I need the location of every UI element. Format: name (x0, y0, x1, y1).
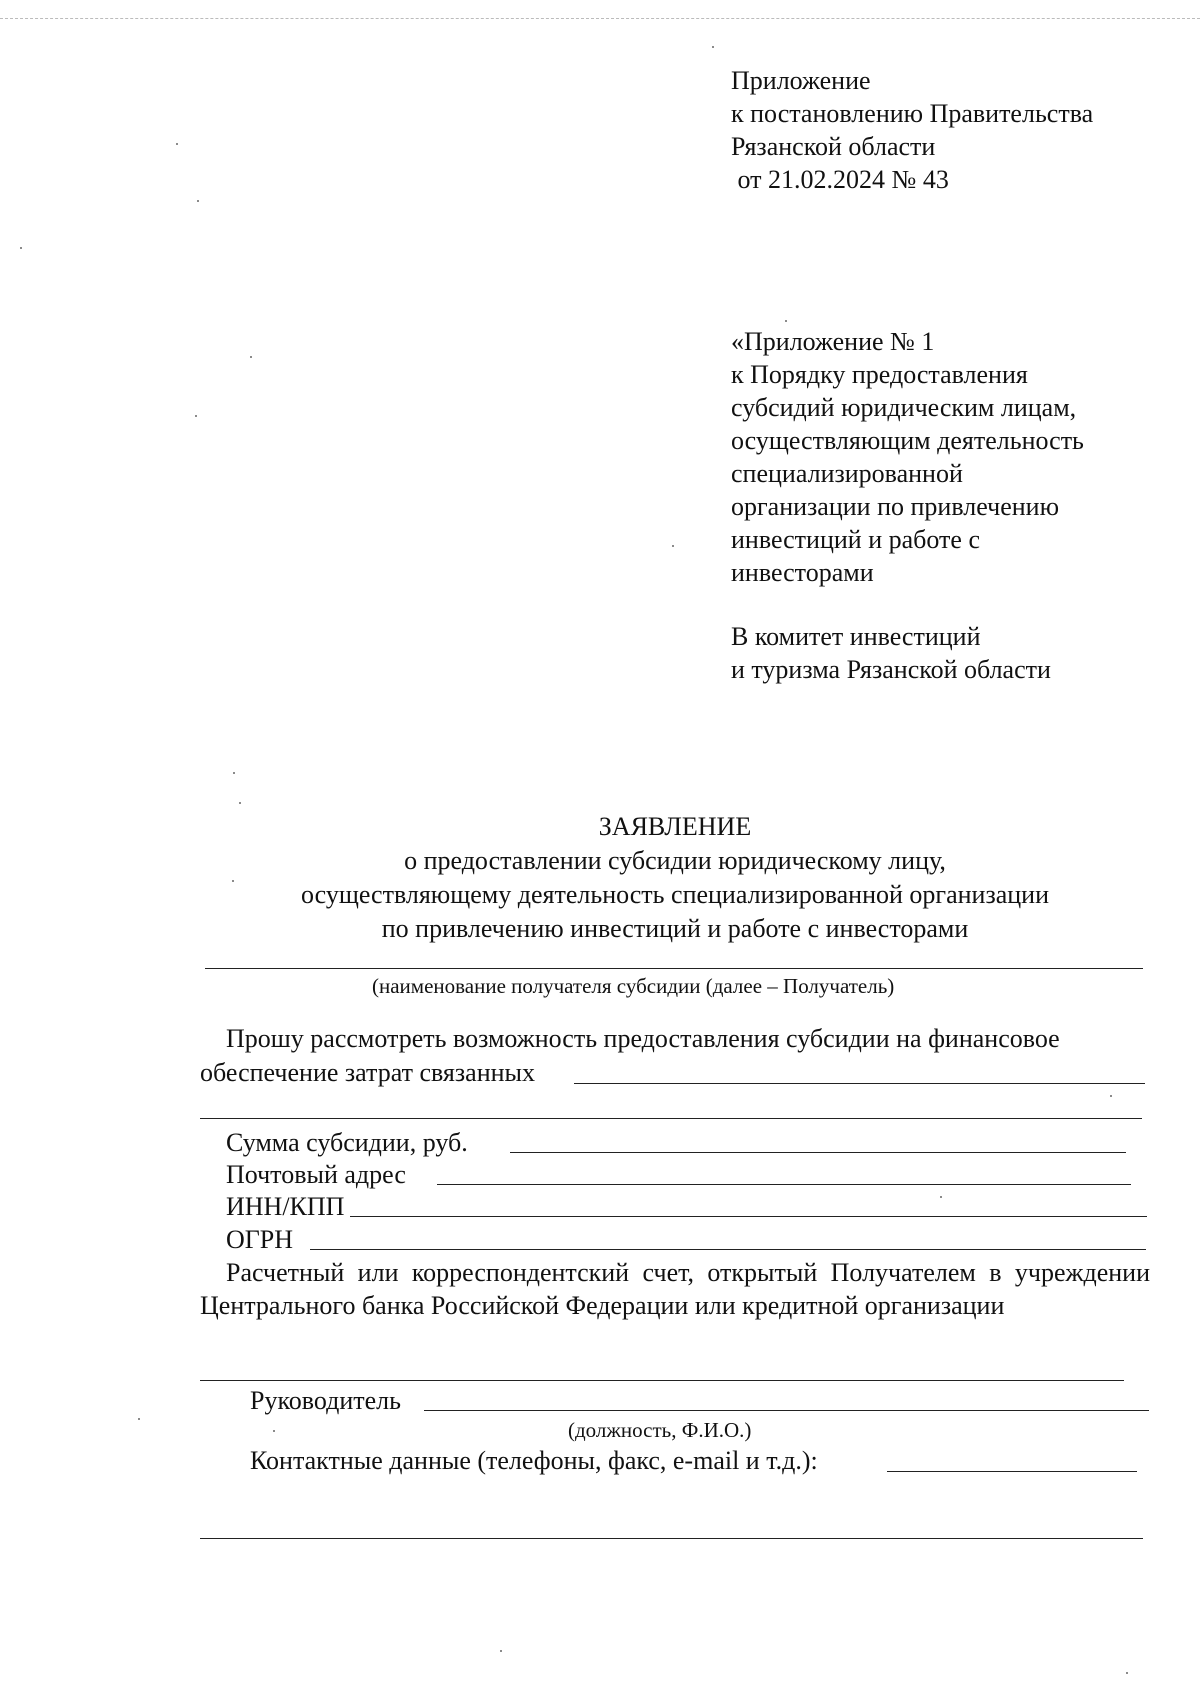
request-text-line1: Прошу рассмотреть возможность предоставления субсидии на финансовое (226, 1024, 1060, 1053)
scan-speck (500, 1650, 502, 1652)
appendix-header-line: к постановлению Правительства (731, 99, 1094, 128)
application-title (200, 810, 1150, 946)
postal-address-label: Почтовый адрес (226, 1160, 406, 1189)
scan-speck (197, 200, 199, 202)
appendix-order-line: «Приложение № 1 (731, 327, 935, 356)
appendix-order-line: специализированной (731, 459, 963, 488)
amount-label: Сумма субсидии, руб. (226, 1128, 468, 1157)
recipient-caption: (наименование получателя субсидии (далее – Получатель) (372, 974, 895, 998)
addressee-line: В комитет инвестиций (731, 622, 981, 651)
scan-speck (232, 880, 234, 882)
head-field[interactable] (424, 1410, 1149, 1411)
title-line: осуществляющему деятельность специализированной организации (300, 880, 1049, 909)
amount-field[interactable] (510, 1152, 1126, 1153)
costs-field-continued[interactable] (200, 1118, 1142, 1119)
contacts-label: Контактные данные (телефоны, факс, e-mail и т.д.): (250, 1446, 818, 1475)
scan-speck (176, 143, 178, 145)
head-label: Руководитель (250, 1386, 401, 1415)
appendix-order-line: осуществляющим деятельность (731, 426, 1084, 455)
inn-kpp-label: ИНН/КПП (226, 1192, 345, 1221)
title-heading: ЗАЯВЛЕНИЕ (598, 812, 752, 841)
scan-speck (138, 1418, 140, 1420)
scan-speck (273, 1430, 275, 1432)
scan-speck (940, 1196, 942, 1198)
request-text-line2: обеспечение затрат связанных (200, 1058, 535, 1087)
appendix-order-line: к Порядку предоставления (731, 360, 1028, 389)
appendix-order-line: организации по привлечению (731, 492, 1059, 521)
addressee-line: и туризма Рязанской области (731, 655, 1051, 684)
scan-speck (20, 247, 22, 249)
appendix-header (731, 64, 1093, 196)
appendix-order-block (731, 325, 1084, 589)
contacts-field-continued[interactable] (200, 1538, 1143, 1539)
ogrn-label: ОГРН (226, 1225, 294, 1254)
appendix-order-line: инвестиций и работе с (731, 525, 980, 554)
scan-speck (233, 772, 235, 774)
scan-speck (239, 802, 241, 804)
scan-speck (1126, 1672, 1128, 1674)
appendix-header-date: от 21.02.2024 № 43 (731, 165, 949, 194)
account-field[interactable] (200, 1380, 1124, 1381)
costs-field[interactable] (574, 1083, 1145, 1084)
appendix-order-line: субсидий юридическим лицам, (731, 393, 1077, 422)
contacts-field[interactable] (887, 1471, 1137, 1472)
scan-speck (195, 415, 197, 417)
inn-kpp-field[interactable] (350, 1216, 1147, 1217)
appendix-order-line: инвесторами (731, 558, 874, 587)
appendix-header-line: Рязанской области (731, 132, 936, 161)
recipient-name-field[interactable] (205, 968, 1143, 969)
scan-edge-line (0, 18, 1200, 19)
title-line: о предоставлении субсидии юридическому лицу, (404, 846, 946, 875)
head-caption: (должность, Ф.И.О.) (568, 1418, 752, 1442)
title-line: по привлечению инвестиций и работе с инвесторами (381, 914, 969, 943)
scan-speck (785, 320, 787, 322)
scan-speck (712, 46, 714, 48)
account-text: Расчетный или корреспондентский счет, открытый Получателем в учреждении Центрального банка Российской Федерации или кредитной организации (200, 1258, 1150, 1320)
scan-speck (1110, 1095, 1112, 1097)
appendix-header-line: Приложение (731, 66, 871, 95)
ogrn-field[interactable] (310, 1249, 1146, 1250)
scan-speck (250, 356, 252, 358)
scan-speck (672, 545, 674, 547)
addressee-block (731, 620, 1051, 686)
postal-address-field[interactable] (437, 1184, 1131, 1185)
